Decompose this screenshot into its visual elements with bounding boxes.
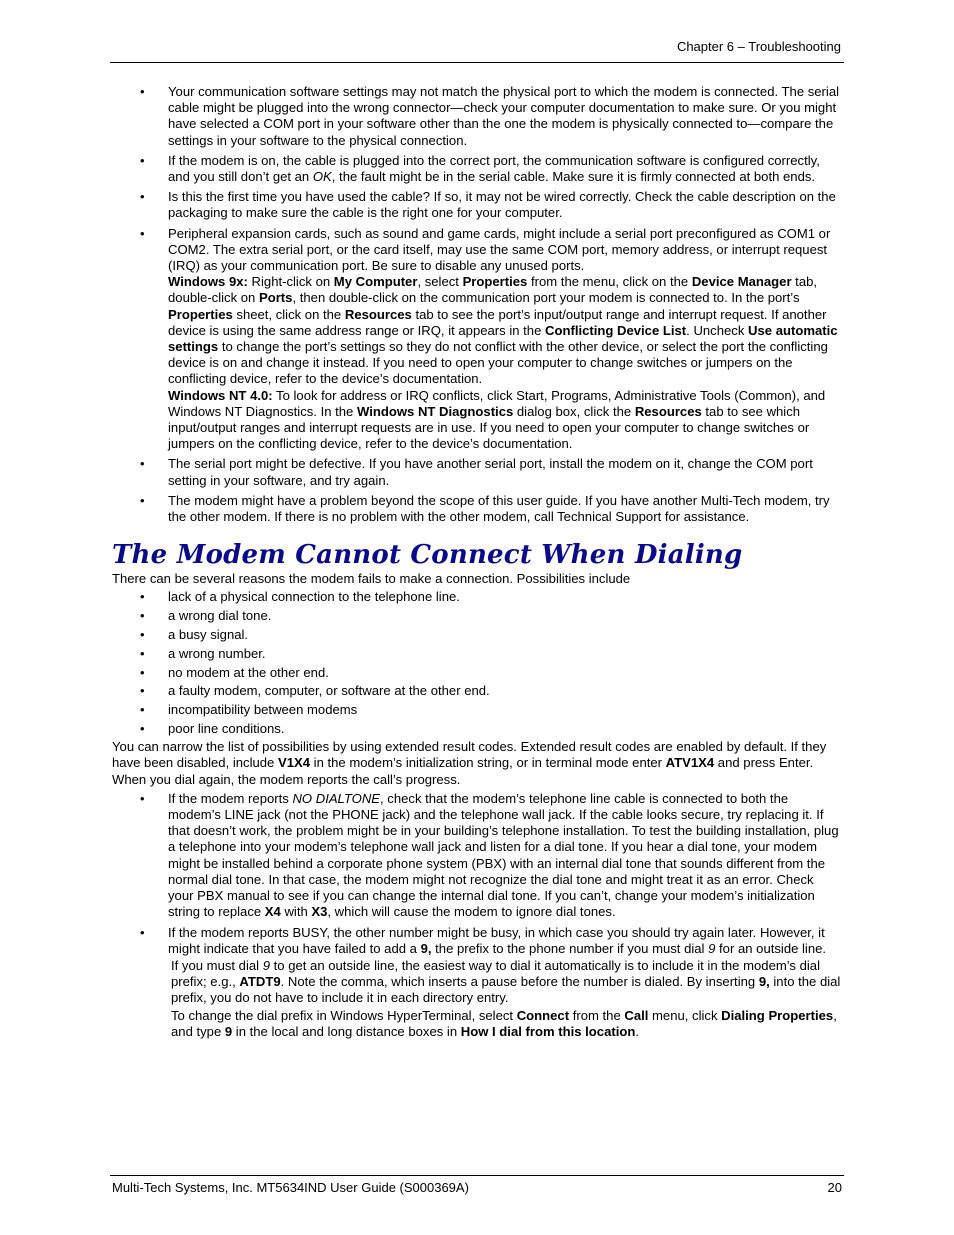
header-rule (110, 62, 844, 63)
list-item: • Peripheral expansion cards, such as sound and game cards, might include a serial port preconfigured as COM1 or COM2. The extra serial port, or the card itself, may use the same COM port, memory address, or interrupt request (IRQ) as your communication port. Be sure to disable any unused ports. Windows 9x: Right-click on My Computer, select Properties from the menu, click on the Device Manager tab, double-click on Ports, then double-click on the communication port your modem is connected to. In the port’s Properties sheet, click on the Resources tab to see the port’s input/output range and interrupt request. If another device is using the same address range or IRQ, it appears in the Conflicting Device List. Uncheck Use automatic settings to change the port’s settings so they do not conflict with the other device, or select the port the conflicting device is on and change it instead. If you need to open your computer to change switches or jumpers on the conflicting device, refer to the device’s documentation. Windows NT 4.0: To look for address or IRQ conflicts, click Start, Programs, Administrative Tools (Common), and Windows NT Diagnostics. In the Windows NT Diagnostics dialog box, click the Resources tab to see which input/output ranges and interrupt requests are in use. If you need to open your computer to change switches or jumpers on the conflicting device, refer to the device’s documentation. (112, 226, 842, 453)
list-item: • a busy signal. (112, 627, 842, 643)
page-number: 20 (827, 1180, 842, 1195)
list-item: • If the modem is on, the cable is plugged into the correct port, the communication software is configured correctly, and you still don’t get an OK, the fault might be in the serial cable. Make sure it is firmly connected at both ends. (112, 153, 842, 185)
port-troubleshooting-list (112, 84, 842, 525)
list-item: • If the modem reports BUSY, the other number might be busy, in which case you should try again later. However, it might indicate that you have failed to add a 9, the prefix to the phone number if you must dial 9 for an outside line. (112, 925, 842, 957)
list-item: • no modem at the other end. (112, 665, 842, 681)
list-item: • The modem might have a problem beyond the scope of this user guide. If you have another Multi-Tech modem, try the other modem. If there is no problem with the other modem, call Technical Support for assistance. (112, 493, 842, 525)
list-item: • poor line conditions. (112, 721, 842, 737)
list-item: • a wrong number. (112, 646, 842, 662)
reasons-list (112, 589, 842, 737)
running-header: Chapter 6 – Troubleshooting (676, 39, 841, 54)
list-item: • Your communication software settings may not match the physical port to which the modem is connected. The serial cable might be plugged into the wrong connector—check your computer documentation to make sure. Or you might have selected a COM port in your software other than the one the modem is physically connected to—compare the settings in your software to the physical connection. (112, 84, 842, 149)
footer-rule (110, 1175, 844, 1176)
list-item: • a faulty modem, computer, or software at the other end. (112, 683, 842, 699)
dial-nine-paragraph: If you must dial 9 to get an outside line, the easiest way to dial it automatically is to include it in the modem’s dial prefix; e.g., ATDT9. Note the comma, which inserts a pause before the number is dialed. By inserting 9, into the dial prefix, you do not have to include it in each directory entry. (171, 957, 841, 1006)
list-item: • Is this the first time you have used the cable? If so, it may not be wired correctly. Check the cable description on the packaging to make sure the cable is the right one for your computer. (112, 189, 842, 221)
windows-nt-instructions: Windows NT 4.0: To look for address or IRQ conflicts, click Start, Programs, Administrative Tools (Common), and Windows NT Diagnostics. In the Windows NT Diagnostics dialog box, click the Resources tab to see which input/output ranges and interrupt requests are in use. If you need to open your computer to change switches or jumpers on the conflicting device, refer to the device’s documentation. (168, 387, 826, 452)
section-title: The Modem Cannot Connect When Dialing (112, 540, 743, 571)
footer-title: Multi-Tech Systems, Inc. MT5634IND User Guide (S000369A) (112, 1180, 469, 1195)
list-item: • lack of a physical connection to the telephone line. (112, 589, 842, 605)
list-item: • If the modem reports NO DIALTONE, check that the modem’s telephone line cable is connected to both the modem’s LINE jack (not the PHONE jack) and the telephone wall jack. If the cable looks secure, try replacing it. If that doesn’t work, the problem might be in your building’s telephone installation. To test the building installation, plug a telephone into your modem’s telephone wall jack and listen for a dial tone. If you hear a dial tone, your modem might be installed behind a corporate phone system (PBX) with an internal dial tone that sounds different from the normal dial tone. In that case, the modem might not recognize the dial tone and might treat it as an error. Check your PBX manual to see if you can change the internal dial tone. If you can’t, change your modem’s initialization string to replace X4 with X3, which will cause the modem to ignore dial tones. (112, 791, 842, 921)
list-item: • The serial port might be defective. If you have another serial port, install the modem on it, change the COM port setting in your software, and try again. (112, 456, 842, 488)
section-intro: There can be several reasons the modem fails to make a connection. Possibilities include (112, 571, 631, 587)
extended-result-codes-paragraph: You can narrow the list of possibilities by using extended result codes. Extended result codes are enabled by default. If they have been disabled, include V1X4 in the modem’s initialization string, or in terminal mode enter ATV1X4 and press Enter. When you dial again, the modem reports the call’s progress. (112, 739, 827, 787)
dial-prefix-paragraph: To change the dial prefix in Windows HyperTerminal, select Connect from the Call menu, click Dialing Properties, and type 9 in the local and long distance boxes in How I dial from this location. (171, 1007, 837, 1039)
page-body (112, 84, 842, 1040)
list-item: • incompatibility between modems (112, 702, 842, 718)
list-item: • a wrong dial tone. (112, 608, 842, 624)
windows-9x-instructions: Windows 9x: Right-click on My Computer, select Properties from the menu, click on the Device Manager tab, double-click on Ports, then double-click on the communication port your modem is connected to. In the port’s Properties sheet, click on the Resources tab to see the port’s input/output range and interrupt request. If another device is using the same address range or IRQ, it appears in the Conflicting Device List. Uncheck Use automatic settings to change the port’s settings so they do not conflict with the other device, or select the port the conflicting device is on and change it instead. If you need to open your computer to change switches or jumpers on the conflicting device, refer to the device’s documentation. (168, 274, 838, 387)
result-code-list (112, 791, 842, 957)
